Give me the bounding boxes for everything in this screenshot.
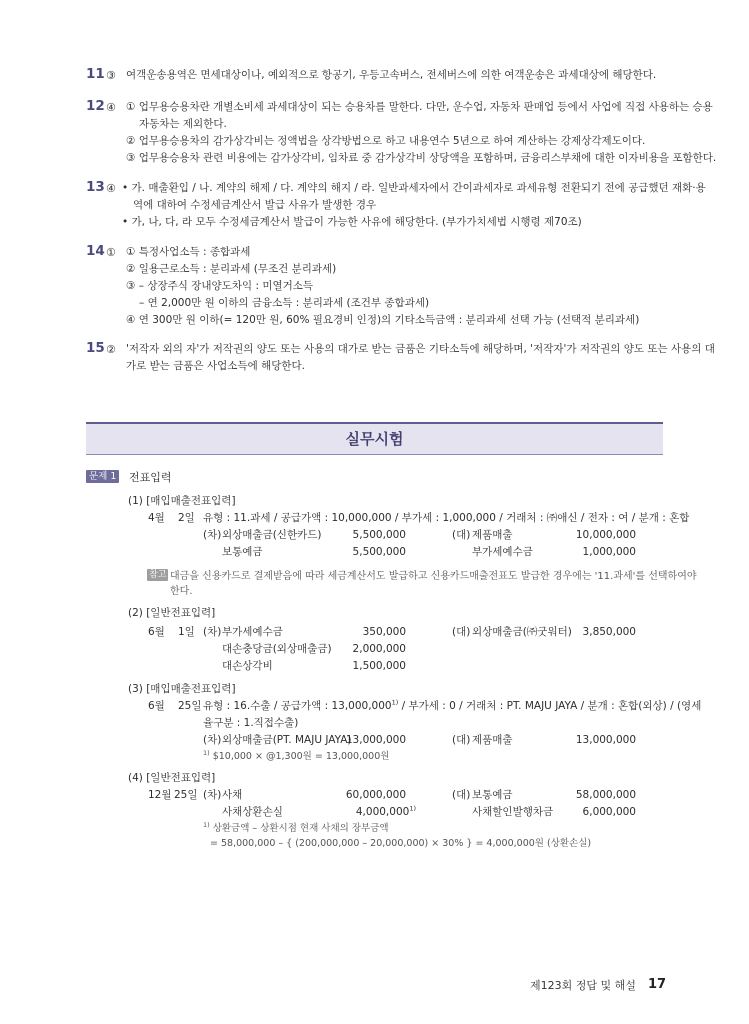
question-number: 15 [86,340,105,356]
credit-marker: (대) [452,734,471,746]
answer-choice: ③ [106,69,116,82]
footnote-text: = 58,000,000 – { (200,000,000 – 20,000,000) × 30% } = 4,000,000원 (상환손실) [210,838,592,849]
credit-amount: 1,000,000 [582,546,636,558]
entry-month: 6월 [148,626,165,638]
credit-account: 사채할인발행차금 [472,806,554,818]
entry-heading: (1) [매입매출전표입력] [128,495,236,507]
section-title-banner: 실무시험 [86,422,663,455]
footnote [203,821,389,836]
footnote-text: 상환금액 – 상환시점 현재 사채의 장부금액 [209,823,389,834]
debit-amount: 5,500,000 [352,529,406,541]
explanation-line: ① 업무용승용차란 개별소비세 과세대상이 되는 승용차를 말한다. 다만, 운수업, 자동차 판매업 등에서 사업에 직접 사용하는 승용 [126,101,713,113]
note-line: 대금을 신용카드로 결제받음에 따라 세금계산서도 발급하고 신용카드매출전표도 발급한 경우에는 '11.과세'를 선택하여야 [170,571,697,582]
footnote-text: $10,000 × @1,300원 = 13,000,000원 [209,751,390,762]
entry-type-text: 유형 : 16.수출 / 공급가액 : 13,000,000 [203,700,392,712]
debit-account: 외상매출금(PT. MAJU JAYA) [222,734,352,746]
explanation-line: • 가. 매출환입 / 나. 계약의 해제 / 다. 계약의 해지 / 라. 일반과세자에서 간이과세자로 과세유형 전환되기 전에 공급했던 재화·용 [122,182,706,194]
debit-account: 사채 [222,789,243,801]
page-number: 17 [648,977,667,992]
problem-title: 전표입력 [129,471,172,484]
credit-amount: 58,000,000 [575,789,636,801]
answer-choice: ④ [106,101,116,114]
explanation-line: 역에 대하여 수정세금계산서 발급 사유가 발생한 경우 [133,199,377,211]
credit-marker: (대) [452,626,471,638]
entry-month: 6월 [148,700,165,712]
debit-account: 대손상각비 [222,660,273,672]
entry-type-text: / 부가세 : 0 / 거래처 : PT. MAJU JAYA / 분개 : 혼합(외상) / (영세 [398,700,702,712]
entry-day: 1일 [178,626,195,638]
debit-marker: (차) [203,626,222,638]
problem-badge: 문제 1 [86,470,119,483]
credit-amount: 6,000,000 [582,806,636,818]
answer-choice: ② [106,343,116,356]
credit-account: 부가세예수금 [472,546,533,558]
explanation-line: 자동차는 제외한다. [139,118,227,130]
entry-day: 25일 [174,789,198,801]
debit-account: 부가세예수금 [222,626,283,638]
entry-heading: (3) [매입매출전표입력] [128,683,236,695]
debit-account: 대손충당금(외상매출금) [222,643,332,655]
debit-amount: 13,000,000 [345,734,406,746]
entry-heading: (4) [일반전표입력] [128,772,216,784]
entry-month: 4월 [148,512,165,524]
credit-account: 제품매출 [472,734,513,746]
debit-amount: 1,500,000 [352,660,406,672]
debit-amount: 5,500,000 [352,546,406,558]
entry-day: 25일 [178,700,202,712]
entry-month: 12월 [148,789,172,801]
footer-title: 제123회 정답 및 해설 [530,979,636,992]
credit-account: 외상매출금(㈜굿워터) [472,626,572,638]
debit-account: 보통예금 [222,546,263,558]
explanation-line: '저작자 외의 자'가 저작권의 양도 또는 사용의 대가로 받는 금품은 기타소득에 해당하며, '저작자'가 저작권의 양도 또는 사용의 대 [126,343,715,355]
entry-day: 2일 [178,512,195,524]
credit-amount: 13,000,000 [575,734,636,746]
footnote-marker: 1) [409,804,416,813]
credit-account: 제품매출 [472,529,513,541]
explanation-line: 여객운송용역은 면세대상이나, 예외적으로 항공기, 우등고속버스, 전세버스에 의한 여객운송은 과세대상에 해당한다. [126,69,657,81]
entry-type-line [203,699,701,714]
credit-account: 보통예금 [472,789,513,801]
question-number: 13 [86,179,105,195]
explanation-line: 가로 받는 금품은 사업소득에 해당한다. [126,360,305,372]
entry-type-line: 율구분 : 1.직접수출) [203,717,299,729]
debit-amount: 4,000,000 [355,806,410,818]
explanation-line: ④ 연 300만 원 이하(= 120만 원, 60% 필요경비 인정)의 기타소득금액 : 분리과세 선택 가능 (선택적 분리과세) [126,314,640,326]
footnote-marker: 1) [203,820,210,829]
credit-marker: (대) [452,789,471,801]
question-number: 14 [86,243,105,259]
debit-marker: (차) [203,734,222,746]
answer-choice: ④ [106,182,116,195]
debit-amount-cell [330,805,416,820]
debit-amount: 60,000,000 [345,789,406,801]
credit-marker: (대) [452,529,471,541]
question-number: 12 [86,98,105,114]
explanation-line: • 가, 나, 다, 라 모두 수정세금계산서 발급이 가능한 사유에 해당한다. (부가가치세법 시행령 제70조) [122,216,582,228]
question-number: 11 [86,66,105,82]
footnote-marker: 1) [203,748,210,757]
explanation-line: ③ 업무용승용차 관련 비용에는 감가상각비, 임차료 중 감가상각비 상당액을 포함하며, 금융리스부채에 대한 이자비용을 포함한다. [126,152,717,164]
debit-account: 외상매출금(신한카드) [222,529,322,541]
note-line: 한다. [170,586,193,597]
explanation-line: ③ – 상장주식 장내양도차익 : 미열거소득 [126,280,314,292]
debit-amount: 350,000 [362,626,406,638]
debit-marker: (차) [203,789,222,801]
explanation-line: ② 일용근로소득 : 분리과세 (무조건 분리과세) [126,263,337,275]
explanation-line: – 연 2,000만 원 이하의 금융소득 : 분리과세 (조건부 종합과세) [139,297,430,309]
credit-amount: 3,850,000 [582,626,636,638]
answer-choice: ① [106,246,116,259]
entry-heading: (2) [일반전표입력] [128,607,216,619]
footnote-marker: 1) [391,698,399,707]
debit-account: 사채상환손실 [222,806,283,818]
explanation-line: ① 특정사업소득 : 종합과세 [126,246,251,258]
credit-amount: 10,000,000 [575,529,636,541]
explanation-line: ② 업무용승용차의 감가상각비는 정액법을 상각방법으로 하고 내용연수 5년으로 하여 계산하는 강제상각제도이다. [126,135,646,147]
footnote [203,749,389,764]
debit-marker: (차) [203,529,222,541]
note-badge: 참고 [149,570,167,580]
entry-type-line: 유형 : 11.과세 / 공급가액 : 10,000,000 / 부가세 : 1,000,000 / 거래처 : ㈜애신 / 전자 : 여 / 분개 : 혼합 [203,512,690,524]
debit-amount: 2,000,000 [352,643,406,655]
